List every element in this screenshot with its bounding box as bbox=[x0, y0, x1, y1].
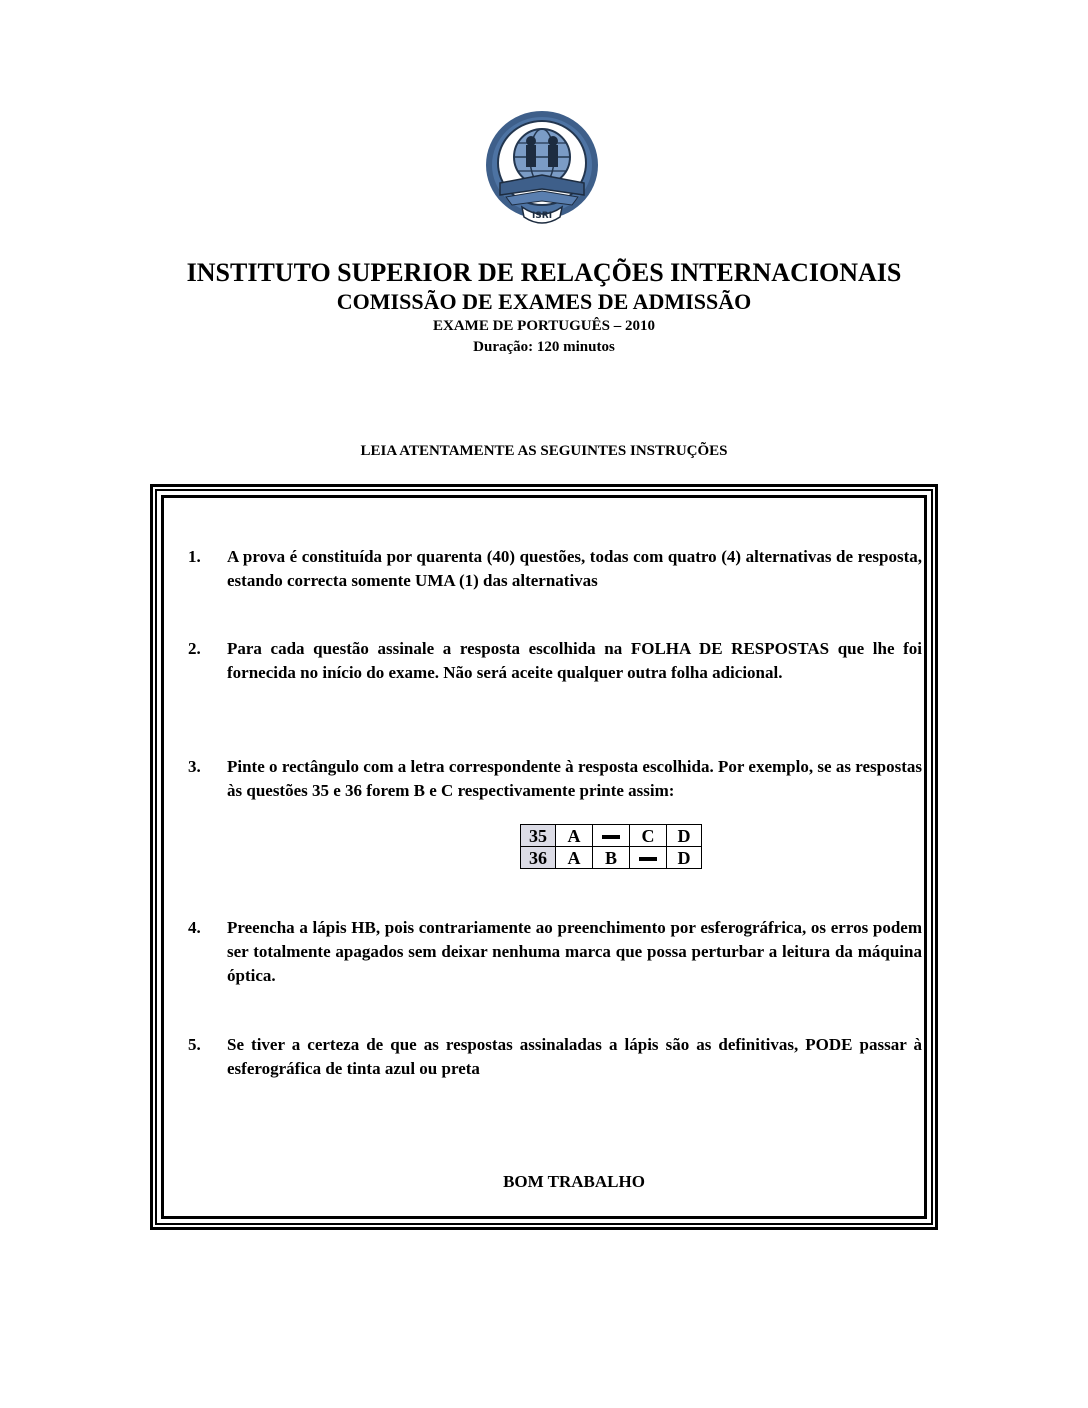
institution-title: INSTITUTO SUPERIOR DE RELAÇÕES INTERNACIONAIS bbox=[186, 258, 902, 287]
instruction-text: Pinte o rectângulo com a letra correspondente à resposta escolhida. Por exemplo, se as respostas às questões 35 e 36 forem B e C respectivamente printe assim: bbox=[227, 757, 922, 800]
option-cell: D bbox=[667, 847, 702, 869]
instruction-item bbox=[188, 1033, 922, 1081]
instruction-item bbox=[188, 637, 922, 685]
instruction-number: 3. bbox=[188, 757, 201, 776]
instruction-text: Se tiver a certeza de que as respostas assinaladas a lápis são as definitivas, PODE passar à esferográfica de tinta azul ou preta bbox=[227, 1035, 922, 1078]
instruction-number: 2. bbox=[188, 639, 201, 658]
option-cell-filled bbox=[593, 825, 630, 847]
question-number: 36 bbox=[521, 847, 556, 869]
table-row bbox=[521, 825, 702, 847]
instruction-text: Para cada questão assinale a resposta escolhida na FOLHA DE RESPOSTAS que lhe foi fornecida no início do exame. Não será aceite qualquer outra folha adicional. bbox=[227, 639, 922, 682]
option-cell: B bbox=[593, 847, 630, 869]
question-number: 35 bbox=[521, 825, 556, 847]
svg-text:ISRI: ISRI bbox=[531, 211, 553, 221]
option-cell: D bbox=[667, 825, 702, 847]
instruction-text: A prova é constituída por quarenta (40) questões, todas com quatro (4) alternativas de resposta, estando correcta somente UMA (1) das alternativas bbox=[227, 547, 922, 590]
institution-logo bbox=[476, 105, 608, 231]
option-cell: A bbox=[556, 825, 593, 847]
instructions-heading: LEIA ATENTAMENTE AS SEGUINTES INSTRUÇÕES bbox=[360, 443, 728, 459]
instruction-item bbox=[188, 916, 922, 988]
exam-title: EXAME DE PORTUGUÊS – 2010 bbox=[433, 318, 655, 334]
instruction-number: 5. bbox=[188, 1035, 201, 1054]
instruction-number: 1. bbox=[188, 547, 201, 566]
commission-title: COMISSÃO DE EXAMES DE ADMISSÃO bbox=[336, 289, 752, 314]
option-cell-filled bbox=[630, 847, 667, 869]
isri-emblem-icon bbox=[476, 105, 608, 231]
instruction-text: Preencha a lápis HB, pois contrariamente ao preenchimento por esferográfrica, os erros podem ser totalmente apagados sem deixar nenhuma marca que possa perturbar a leitura da máquina óptica. bbox=[227, 918, 922, 985]
instruction-item bbox=[188, 755, 922, 803]
instruction-number: 4. bbox=[188, 918, 201, 937]
exam-duration: Duração: 120 minutos bbox=[473, 339, 615, 355]
closing-text: BOM TRABALHO bbox=[503, 1172, 645, 1191]
table-row bbox=[521, 847, 702, 869]
instruction-item bbox=[188, 545, 922, 593]
filled-mark bbox=[639, 857, 657, 861]
option-cell: A bbox=[556, 847, 593, 869]
example-answer-table bbox=[520, 824, 702, 869]
filled-mark bbox=[602, 835, 620, 839]
option-cell: C bbox=[630, 825, 667, 847]
